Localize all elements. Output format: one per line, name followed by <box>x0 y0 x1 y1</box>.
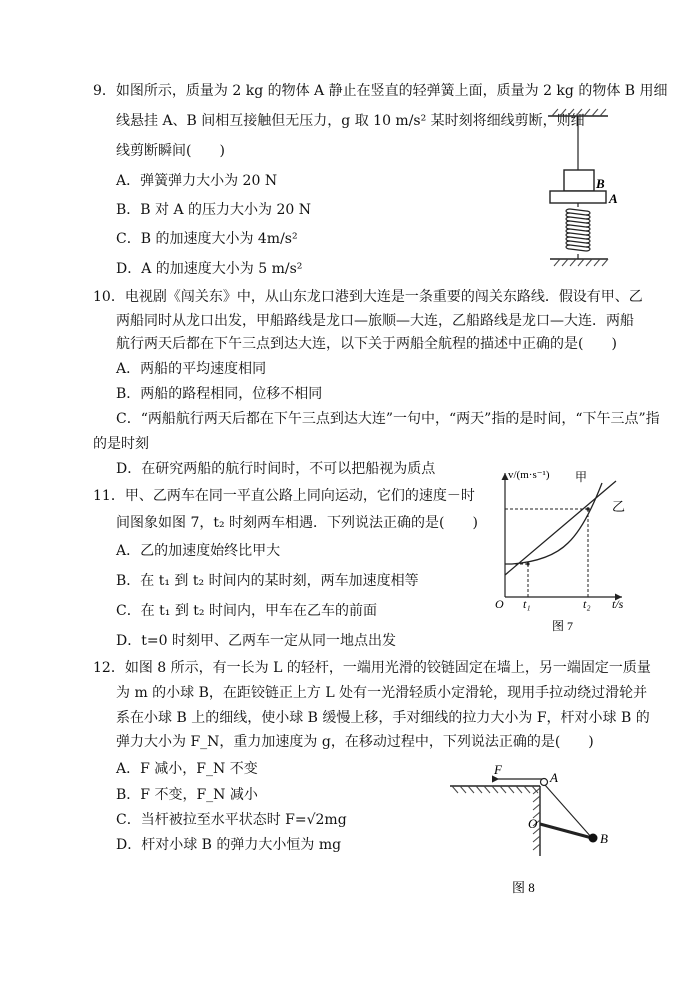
q10-option-c-cont: 的是时刻 <box>93 436 149 452</box>
series-yi-label: 乙 <box>612 499 626 514</box>
ball-b <box>589 834 598 843</box>
series-jia-label: 甲 <box>575 470 588 484</box>
q10-stem-line-3: 航行两天后都在下午三点到达大连，以下关于两船全航程的描述中正确的是( ) <box>116 336 617 352</box>
pulley-a-label: A <box>550 770 558 785</box>
force-f-label: F <box>494 762 502 777</box>
q11-stem-line-1: 11．甲、乙两车在同一平直公路上同向运动，它们的速度－时 <box>93 488 475 504</box>
q9-option-a: A．弹簧弹力大小为 20 N <box>116 173 278 189</box>
q10-option-c: C．“两船航行两天后都在下午三点到达大连”一句中，“两天”指的是时间，“下午三点”指 <box>116 411 660 427</box>
q12-option-a: A．F 减小，F_N 不变 <box>116 761 258 777</box>
rod <box>540 824 592 838</box>
q11-option-c: C．在 t₁ 到 t₂ 时间内，甲车在乙车的前面 <box>116 603 377 619</box>
q11-option-b: B．在 t₁ 到 t₂ 时间内的某时刻，两车加速度相等 <box>116 573 419 589</box>
figure-7-caption: 图 7 <box>552 619 574 633</box>
q9-option-c: C．B 的加速度大小为 4m/s² <box>116 231 298 247</box>
spring <box>570 203 586 259</box>
origin-label: O <box>495 597 504 611</box>
series-yi-curve <box>505 483 602 564</box>
q10-option-a: A．两船的平均速度相同 <box>116 361 267 377</box>
q11-vt-graph <box>490 465 640 637</box>
q11-stem-line-2: 间图象如图 7，t₂ 时刻两车相遇．下列说法正确的是( ) <box>116 515 478 531</box>
q9-stem-line-1: 9．如图所示，质量为 2 kg 的物体 A 静止在竖直的轻弹簧上面，质量为 2 kg 的物体 B 用细 <box>93 83 668 99</box>
q11-option-a: A．乙的加速度始终比甲大 <box>116 543 281 559</box>
q12-option-d: D．杆对小球 B 的弹力大小恒为 mg <box>116 837 342 853</box>
q12-stem-line-1: 12．如图 8 所示，有一长为 L 的轻杆，一端用光滑的铰链固定在墙上，另一端固定一质量 <box>93 660 651 676</box>
series-jia-line <box>505 481 616 575</box>
block-b <box>564 170 594 191</box>
block-b-label: B <box>596 176 605 191</box>
q9-option-d: D．A 的加速度大小为 5 m/s² <box>116 261 303 277</box>
q12-stem-line-3: 系在小球 B 上的细线，使小球 B 缓慢上移，手对细线的拉力大小为 F，杆对小球 B 的 <box>116 710 650 726</box>
q9-stem-line-2: 线悬挂 A、B 间相互接触但无压力，g 取 10 m/s² 某时刻将细线剪断，则细 <box>116 113 585 129</box>
q12-rod-pulley-figure <box>446 758 626 898</box>
ball-b-label: B <box>600 831 608 846</box>
x-axis-label: t/s <box>612 597 624 611</box>
q12-option-c: C．当杆被拉至水平状态时 F=√2mg <box>116 812 347 828</box>
q12-option-b: B．F 不变，F_N 减小 <box>116 787 258 803</box>
plate-a <box>550 191 606 203</box>
q10-option-d: D．在研究两船的航行时间时，不可以把船视为质点 <box>116 461 436 477</box>
plate-a-label: A <box>609 191 618 206</box>
q10-stem-line-1: 10．电视剧《闯关东》中，从山东龙口港到大连是一条重要的闯关东路线．假设有甲、乙 <box>93 289 643 305</box>
hinge-o-label: O <box>528 816 538 831</box>
figure-8-caption: 图 8 <box>512 880 535 895</box>
q10-option-b: B．两船的路程相同，位移不相同 <box>116 386 323 402</box>
q12-stem-line-2: 为 m 的小球 B，在距铰链正上方 L 处有一光滑轻质小定滑轮，现用手拉动绕过滑轮并 <box>116 685 648 701</box>
y-axis-label: v/(m·s⁻¹) <box>508 469 550 481</box>
q9-stem-line-3: 线剪断瞬间( ) <box>116 143 225 159</box>
q12-stem-line-4: 弹力大小为 F_N，重力加速度为 g，在移动过程中，下列说法正确的是( ) <box>116 734 594 750</box>
q9-spring-figure <box>538 108 628 270</box>
q10-stem-line-2: 两船同时从龙口出发，甲船路线是龙口—旅顺—大连，乙船路线是龙口—大连．两船 <box>116 313 634 329</box>
t1-label: t₁ <box>523 597 531 611</box>
t2-label: t₂ <box>583 597 591 611</box>
q9-option-b: B．B 对 A 的压力大小为 20 N <box>116 202 312 218</box>
q11-option-d: D．t=0 时刻甲、乙两车一定从同一地点出发 <box>116 633 396 649</box>
